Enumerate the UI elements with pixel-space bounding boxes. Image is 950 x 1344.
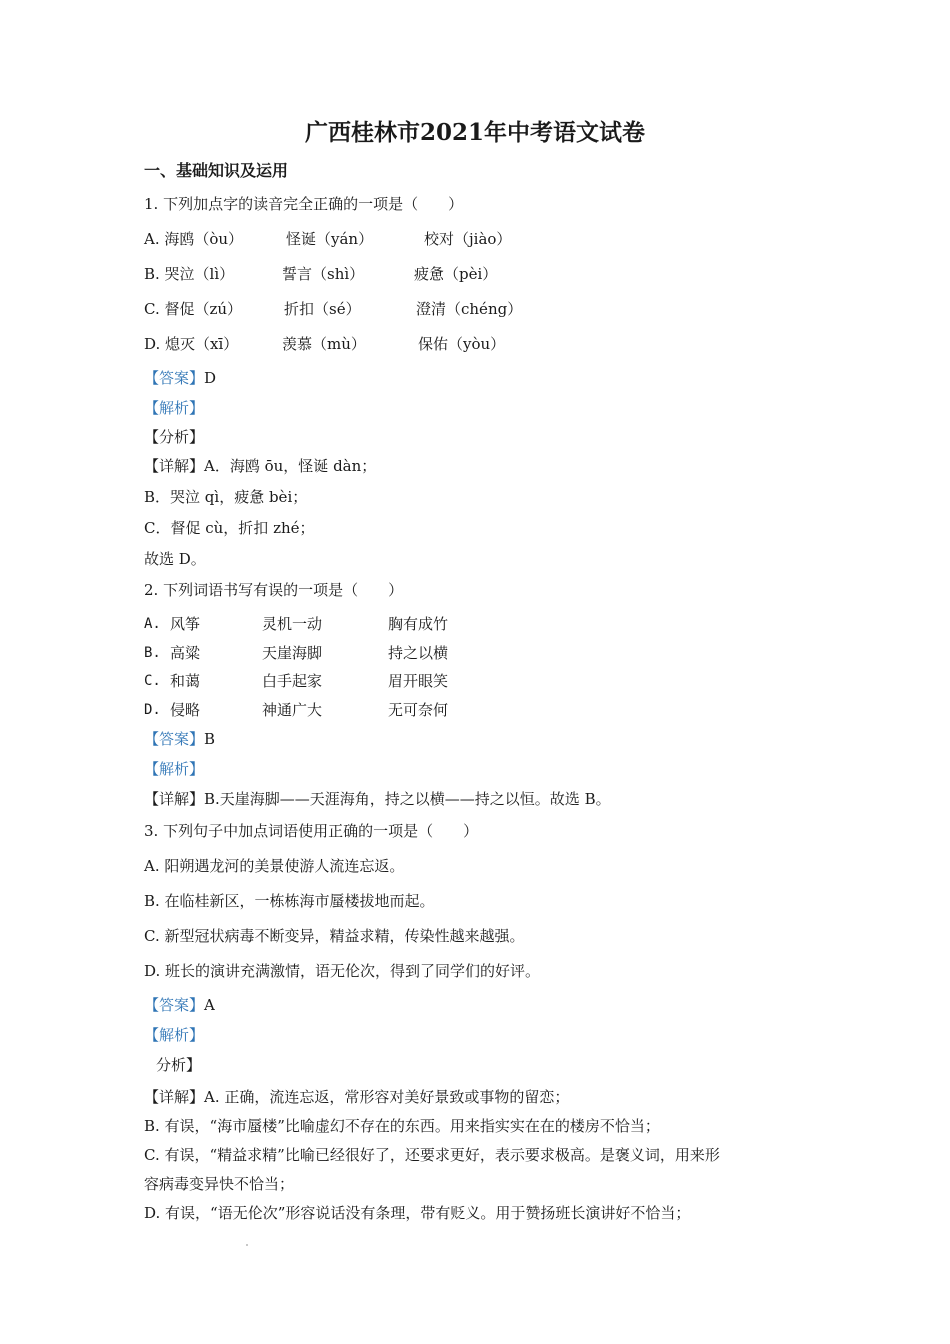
- q1-xiangjie: 【详解】A．海鸥 ōu，怪诞 dàn；: [144, 457, 377, 475]
- section-heading: 一、基础知识及运用: [144, 161, 289, 180]
- q3-option-b: B. 在临桂新区，一栋栋海市蜃楼拔地而起。: [144, 892, 435, 910]
- q1-option-d-2: 羡慕（mù）: [282, 335, 366, 353]
- q1-option-b-2: 誓言（shì）: [282, 265, 365, 283]
- question-1-stem: 1. 下列加点字的读音完全正确的一项是（ ）: [144, 195, 464, 213]
- q3-fenxi: 分析】: [156, 1056, 202, 1074]
- q1-option-a-1: A. 海鸥（òu）: [144, 230, 244, 248]
- q2-option-c-2: 白手起家: [262, 672, 323, 690]
- q1-jiexi: 【解析】: [144, 399, 205, 417]
- q1-fenxi: 【分析】: [144, 428, 205, 446]
- q2-option-d-letter: D.: [144, 702, 161, 718]
- page-dot: [246, 1244, 248, 1246]
- q1-option-c-1: C. 督促（zú）: [144, 300, 243, 318]
- q2-option-a-2: 灵机一动: [262, 615, 323, 633]
- q2-option-d-2: 神通广大: [262, 701, 323, 719]
- q1-option-d-1: D. 熄灭（xī）: [144, 335, 239, 353]
- q2-option-b-3: 持之以横: [388, 644, 449, 662]
- q3-option-c: C. 新型冠状病毒不断变异，精益求精，传染性越来越强。: [144, 927, 525, 945]
- q3-option-d: D. 班长的演讲充满激情，语无伦次，得到了同学们的好评。: [144, 962, 541, 980]
- q2-option-c-letter: C.: [144, 673, 161, 689]
- q1-conclusion: 故选 D。: [144, 550, 206, 568]
- q2-answer: 【答案】B: [144, 730, 216, 748]
- q2-option-d-1: 侵略: [170, 701, 201, 719]
- q1-option-c-2: 折扣（sé）: [284, 300, 361, 318]
- q3-jiexi: 【解析】: [144, 1026, 205, 1044]
- q1-option-c-3: 澄清（chéng）: [416, 300, 523, 318]
- question-3-stem: 3. 下列句子中加点词语使用正确的一项是（ ）: [144, 822, 479, 840]
- q1-option-a-2: 怪诞（yán）: [286, 230, 374, 248]
- q2-option-b-2: 天崖海脚: [262, 644, 323, 662]
- q3-explain-b: B. 有误，“海市蜃楼”比喻虚幻不存在的东西。用来指实实在在的楼房不恰当；: [144, 1117, 660, 1135]
- q1-answer: 【答案】D: [144, 369, 217, 387]
- q3-xiangjie: 【详解】A. 正确，流连忘返，常形容对美好景致或事物的留恋；: [144, 1088, 570, 1106]
- q3-explain-c: C. 有误，“精益求精”比喻已经很好了，还要求更好，表示要求极高。是褒义词，用来形: [144, 1146, 720, 1164]
- q3-explain-d: D. 有误，“语无伦次”形容说话没有条理，带有贬义。用于赞扬班长演讲好不恰当；: [144, 1204, 691, 1222]
- q2-option-c-3: 眉开眼笑: [388, 672, 449, 690]
- q1-explain-b: B．哭泣 qì，疲惫 bèi；: [144, 488, 308, 506]
- page-title: 广西桂林市2021年中考语文试卷: [304, 119, 645, 146]
- question-2-stem: 2. 下列词语书写有误的一项是（ ）: [144, 581, 404, 599]
- q3-option-a: A. 阳朔遇龙河的美景使游人流连忘返。: [144, 857, 405, 875]
- q1-option-b-1: B. 哭泣（lì）: [144, 265, 235, 283]
- q2-option-a-3: 胸有成竹: [388, 615, 449, 633]
- q2-option-d-3: 无可奈何: [388, 701, 449, 719]
- q1-option-a-3: 校对（jiào）: [424, 230, 512, 248]
- q2-jiexi: 【解析】: [144, 760, 205, 778]
- q2-option-b-letter: B.: [144, 645, 161, 661]
- q1-option-d-3: 保佑（yòu）: [418, 335, 506, 353]
- q3-explain-c-cont: 容病毒变异快不恰当；: [144, 1175, 295, 1193]
- q2-option-a-1: 风筝: [170, 615, 201, 633]
- q2-option-b-1: 高粱: [170, 644, 201, 662]
- q2-xiangjie: 【详解】B.天崖海脚——天涯海角，持之以横——持之以恒。故选 B。: [144, 790, 611, 808]
- q2-option-c-1: 和蔼: [170, 672, 201, 690]
- q3-answer: 【答案】A: [144, 996, 215, 1014]
- q1-explain-c: C．督促 cù，折扣 zhé；: [144, 519, 315, 537]
- q2-option-a-letter: A.: [144, 616, 161, 632]
- q1-option-b-3: 疲惫（pèi）: [414, 265, 498, 283]
